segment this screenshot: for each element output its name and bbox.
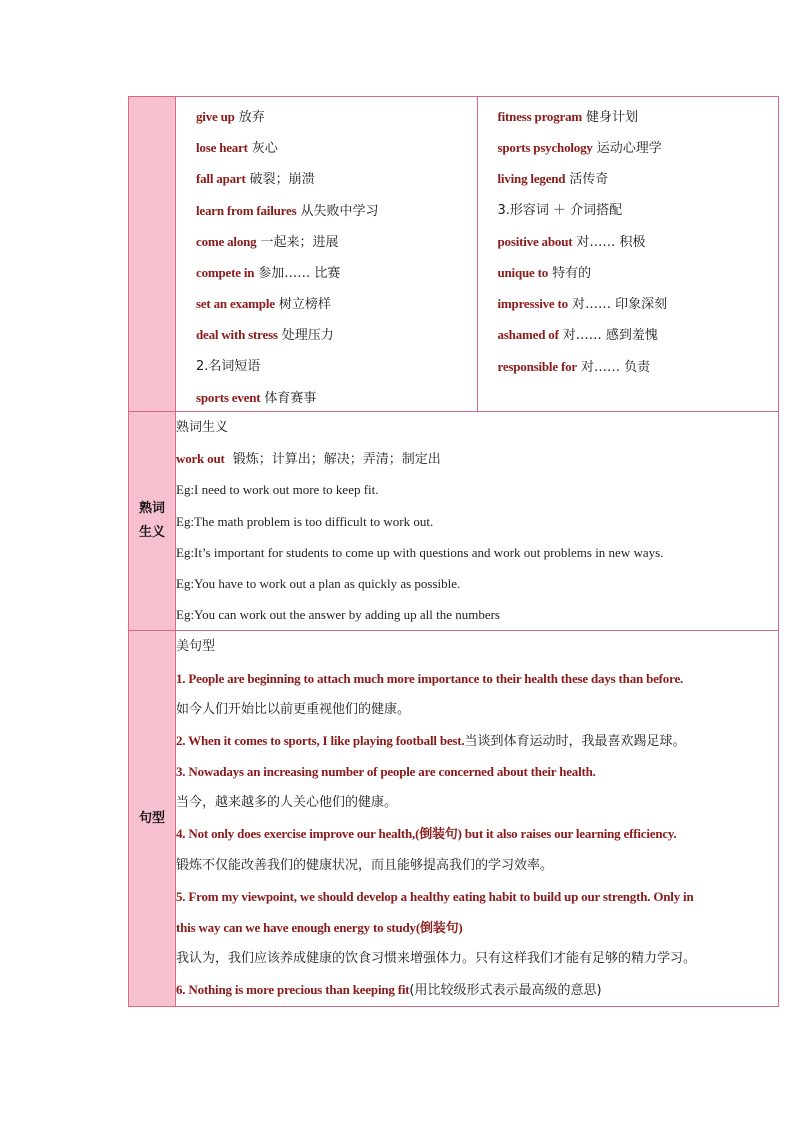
example-sentence: Eg:You have to work out a plan as quickly as possible. (176, 575, 461, 591)
phrase-chinese: 对…… 负责 (580, 359, 651, 375)
phrase-item (498, 351, 779, 382)
phrases-row (129, 97, 779, 412)
phrase-english: give up (196, 109, 235, 124)
phrase-item (498, 319, 779, 350)
phrase-chinese: 处理压力 (281, 328, 334, 344)
phrase-item (196, 382, 477, 413)
phrase-english: unique to (497, 264, 549, 280)
phrase-english: lose heart (196, 140, 248, 156)
notes-table (128, 96, 779, 1007)
phrase-chinese: 健身计划 (586, 110, 639, 125)
sentences-heading: 美句型 (176, 639, 216, 655)
sentence-5-english-b: this way can we have enough energy to study(倒装句) (176, 920, 463, 935)
phrase-english: set an example (196, 296, 275, 312)
phrase-chinese: 对…… 积极 (576, 234, 646, 250)
phrase-english: ashamed of (497, 327, 559, 343)
sentence-5-english-a: 5. From my viewpoint, we should develop a healthy eating habit to build up our strength. Only in (176, 888, 694, 904)
sentence-2-chinese: 当谈到体育运动时，我最喜欢踢足球。 (464, 733, 686, 749)
phrase-english: sports psychology (497, 140, 593, 156)
sentence-6-note: (用比较级形式表示最高级的意思) (409, 983, 602, 999)
sentence-4-chinese: 锻炼不仅能改善我们的健康状况，而且能够提高我们的学习效率。 (176, 857, 554, 873)
phrase-item (196, 288, 477, 319)
example-sentence: Eg:I need to work out more to keep fit. (176, 482, 379, 498)
phrase-english: living legend (497, 171, 566, 187)
sentence-1-english: 1. People are beginning to attach much more importance to their health these days than before. (176, 670, 684, 686)
phrase-item (498, 101, 779, 132)
phrase-chinese: 特有的 (552, 265, 592, 281)
phrase-english: deal with stress (196, 327, 278, 343)
phrase-item (196, 351, 477, 382)
phrase-item (498, 163, 779, 194)
term-line (176, 443, 778, 474)
sentences-content (176, 631, 779, 1007)
phrase-english: fall apart (196, 171, 246, 187)
phrase-item (498, 132, 779, 163)
phrase-item (498, 226, 779, 257)
phrase-english: compete in (196, 264, 255, 280)
example-sentence: Eg:You can work out the answer by adding up all the numbers (176, 607, 500, 623)
phrases-side-label (129, 97, 176, 412)
phrases-right-column (477, 97, 779, 411)
phrase-chinese: 对…… 感到羞愧 (562, 328, 658, 344)
phrase-chinese: 一起来；进展 (260, 234, 339, 250)
phrase-chinese: 运动心理学 (596, 141, 662, 157)
sentence-6-line (176, 974, 778, 1005)
phrase-english: fitness program (497, 109, 583, 124)
phrase-english: sports event (196, 389, 261, 405)
phrase-item (498, 195, 779, 226)
sentence-5-chinese: 我认为，我们应该养成健康的饮食习惯来增强体力。只有这样我们才能有足够的精力学习。 (176, 951, 697, 967)
word-meaning-row (129, 412, 779, 631)
phrase-item (196, 257, 477, 288)
phrases-columns (176, 97, 778, 411)
sentence-2-english: 2. When it comes to sports, I like playing football best. (176, 732, 465, 748)
phrase-chinese: 灰心 (251, 141, 278, 157)
phrase-item (196, 132, 477, 163)
term-chinese: 锻炼；计算出；解决；弄清；制定出 (232, 452, 441, 468)
word-meaning-side-label (129, 412, 176, 631)
phrase-category-heading: 3.形容词 ＋ 介词搭配 (497, 202, 623, 218)
word-meaning-heading: 熟词生义 (176, 420, 229, 435)
phrase-chinese: 破裂；崩溃 (249, 172, 315, 188)
phrases-left-column (176, 97, 477, 411)
sentence-2-line (176, 725, 778, 756)
phrase-item (498, 257, 779, 288)
sentence-4-english: 4. Not only does exercise improve our health,(倒装句) but it also raises our learning efficiency. (176, 826, 677, 842)
sentences-row (129, 631, 779, 1007)
phrase-item (498, 288, 779, 319)
side-label-line-2: 生义 (138, 525, 165, 541)
phrase-chinese: 对…… 印象深刻 (571, 297, 668, 313)
sentence-3-english: 3. Nowadays an increasing number of people are concerned about their health. (176, 764, 596, 780)
phrase-english: come along (196, 233, 257, 249)
sentence-1-chinese: 如今人们开始比以前更重视他们的健康。 (176, 701, 411, 717)
phrase-english: impressive to (497, 296, 568, 312)
sentence-6-english: 6. Nothing is more precious than keeping fit (176, 982, 410, 998)
side-label-line-1: 熟词 (138, 501, 165, 517)
phrase-chinese: 参加…… 比赛 (258, 265, 341, 281)
phrase-english: responsible for (497, 358, 577, 374)
term-english: work out (176, 451, 225, 467)
phrase-item (196, 226, 477, 257)
sentences-side-label: 句型 (129, 631, 176, 1007)
phrase-english: positive about (497, 233, 573, 249)
phrase-item (196, 319, 477, 350)
phrase-item (196, 163, 477, 194)
phrase-chinese: 放弃 (238, 110, 265, 125)
phrase-item (196, 195, 477, 226)
example-sentence: Eg:It’s important for students to come up with questions and work out problems in new ways. (176, 544, 664, 560)
phrase-category-heading: 2.名词短语 (196, 358, 261, 374)
sentence-3-chinese: 当今，越来越多的人关心他们的健康。 (176, 795, 398, 811)
phrase-chinese: 树立榜样 (278, 297, 331, 313)
phrase-chinese: 体育赛事 (264, 390, 317, 406)
phrase-chinese: 活传奇 (569, 172, 609, 188)
phrase-english: learn from failures (196, 202, 297, 218)
document-page (128, 96, 779, 1007)
word-meaning-content (176, 412, 779, 631)
phrase-chinese: 从失败中学习 (300, 203, 379, 219)
example-sentence: Eg:The math problem is too difficult to work out. (176, 513, 434, 529)
phrase-item (196, 101, 477, 132)
